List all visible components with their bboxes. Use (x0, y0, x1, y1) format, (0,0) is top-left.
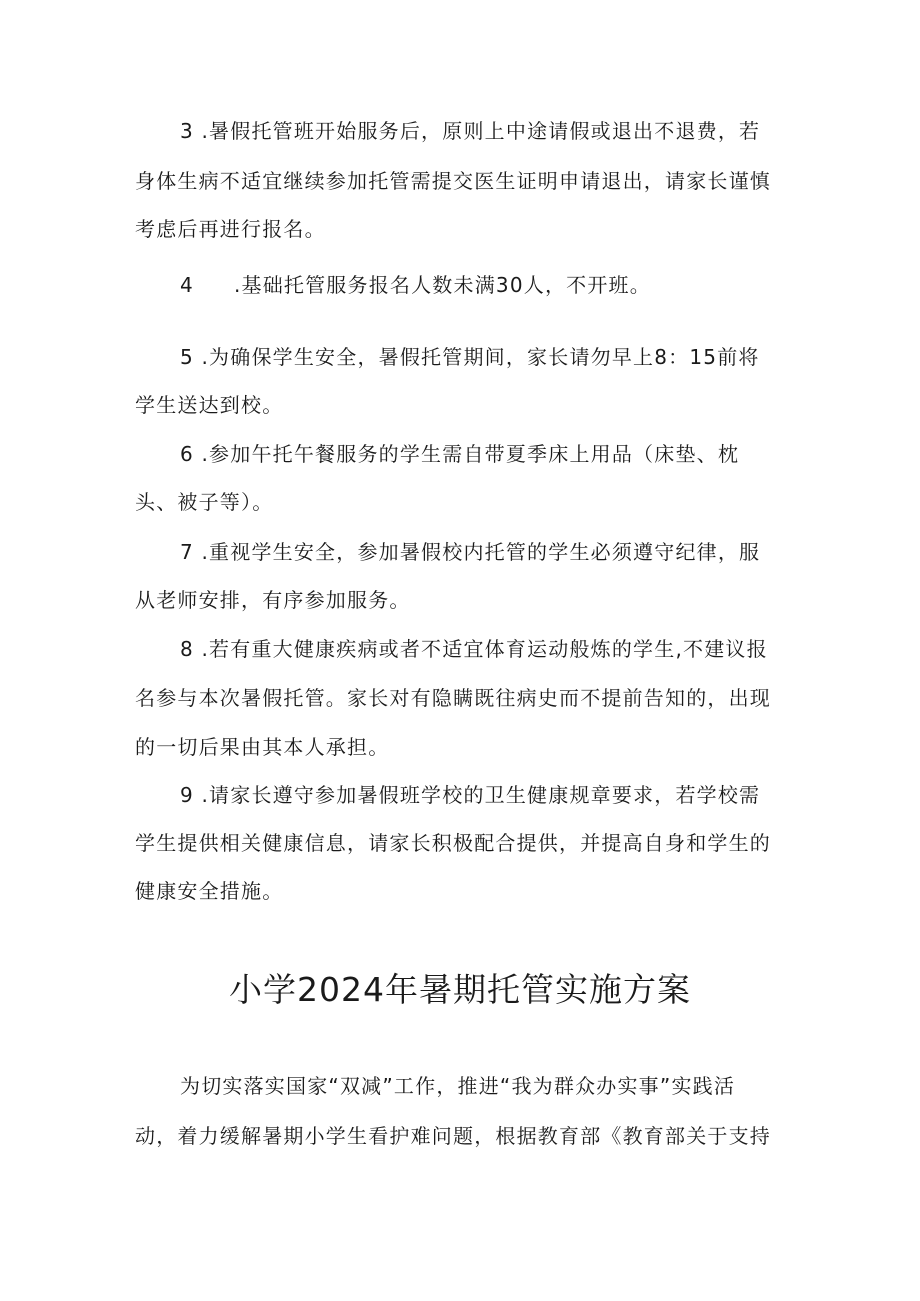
item-text: .暑假托管班开始服务后，原则上中途请假或退出不退费，若 (201, 119, 761, 143)
item-6-line-2: 头、被子等）。 (135, 490, 274, 514)
item-text: .重视学生安全，参加暑假校内托管的学生必须遵守纪律，服 (201, 540, 761, 564)
item-7-line-2: 从老师安排，有序参加服务。 (135, 588, 411, 612)
item-5-line-1 (180, 345, 760, 369)
item-4-line-1 (180, 273, 651, 297)
item-6-line-1 (180, 442, 739, 466)
item-text: .若有重大健康疾病或者不适宜体育运动般炼的学生,不建议报 (201, 637, 768, 661)
item-9-line-1 (180, 783, 760, 807)
item-text: .参加午托午餐服务的学生需自带夏季床上用品（床垫、枕 (201, 442, 740, 466)
item-9-line-3: 健康安全措施。 (135, 879, 284, 903)
item-text: .基础托管服务报名人数未满30人，不开班。 (233, 273, 651, 297)
item-number: 7 (180, 540, 194, 564)
item-5-line-2: 学生送达到校。 (135, 393, 284, 417)
item-9-line-2: 学生提供相关健康信息，请家长积极配合提供，并提高自身和学生的 (135, 831, 771, 855)
item-8-line-2: 名参与本次暑假托管。家长对有隐瞒既往病史而不提前告知的，出现 (135, 686, 771, 710)
item-number: 6 (180, 442, 194, 466)
item-3-line-2: 身体生病不适宜继续参加托管需提交医生证明申请退出，请家长谨慎 (135, 169, 771, 193)
intro-line-2: 动，着力缓解暑期小学生看护难问题，根据教育部《教育部关于支持 (135, 1124, 771, 1148)
item-number: 5 (180, 345, 194, 369)
item-text: .请家长遵守参加暑假班学校的卫生健康规章要求，若学校需 (201, 783, 761, 807)
item-3-line-3: 考虑后再进行报名。 (135, 217, 326, 241)
item-8-line-1 (180, 637, 768, 661)
item-8-line-3: 的一切后果由其本人承担。 (135, 735, 390, 759)
item-3-line-1 (180, 119, 760, 143)
item-7-line-1 (180, 540, 760, 564)
item-number: 9 (180, 783, 194, 807)
item-number: 4 (180, 273, 194, 297)
item-text: .为确保学生安全，暑假托管期间，家长请勿早上8：15前将 (201, 345, 760, 369)
item-number: 3 (180, 119, 194, 143)
item-number: 8 (180, 637, 194, 661)
document-title: 小学2024年暑期托管实施方案 (229, 970, 691, 1009)
intro-line-1: 为切实落实国家“双减”工作，推进“我为群众办实事”实践活 (180, 1074, 736, 1098)
